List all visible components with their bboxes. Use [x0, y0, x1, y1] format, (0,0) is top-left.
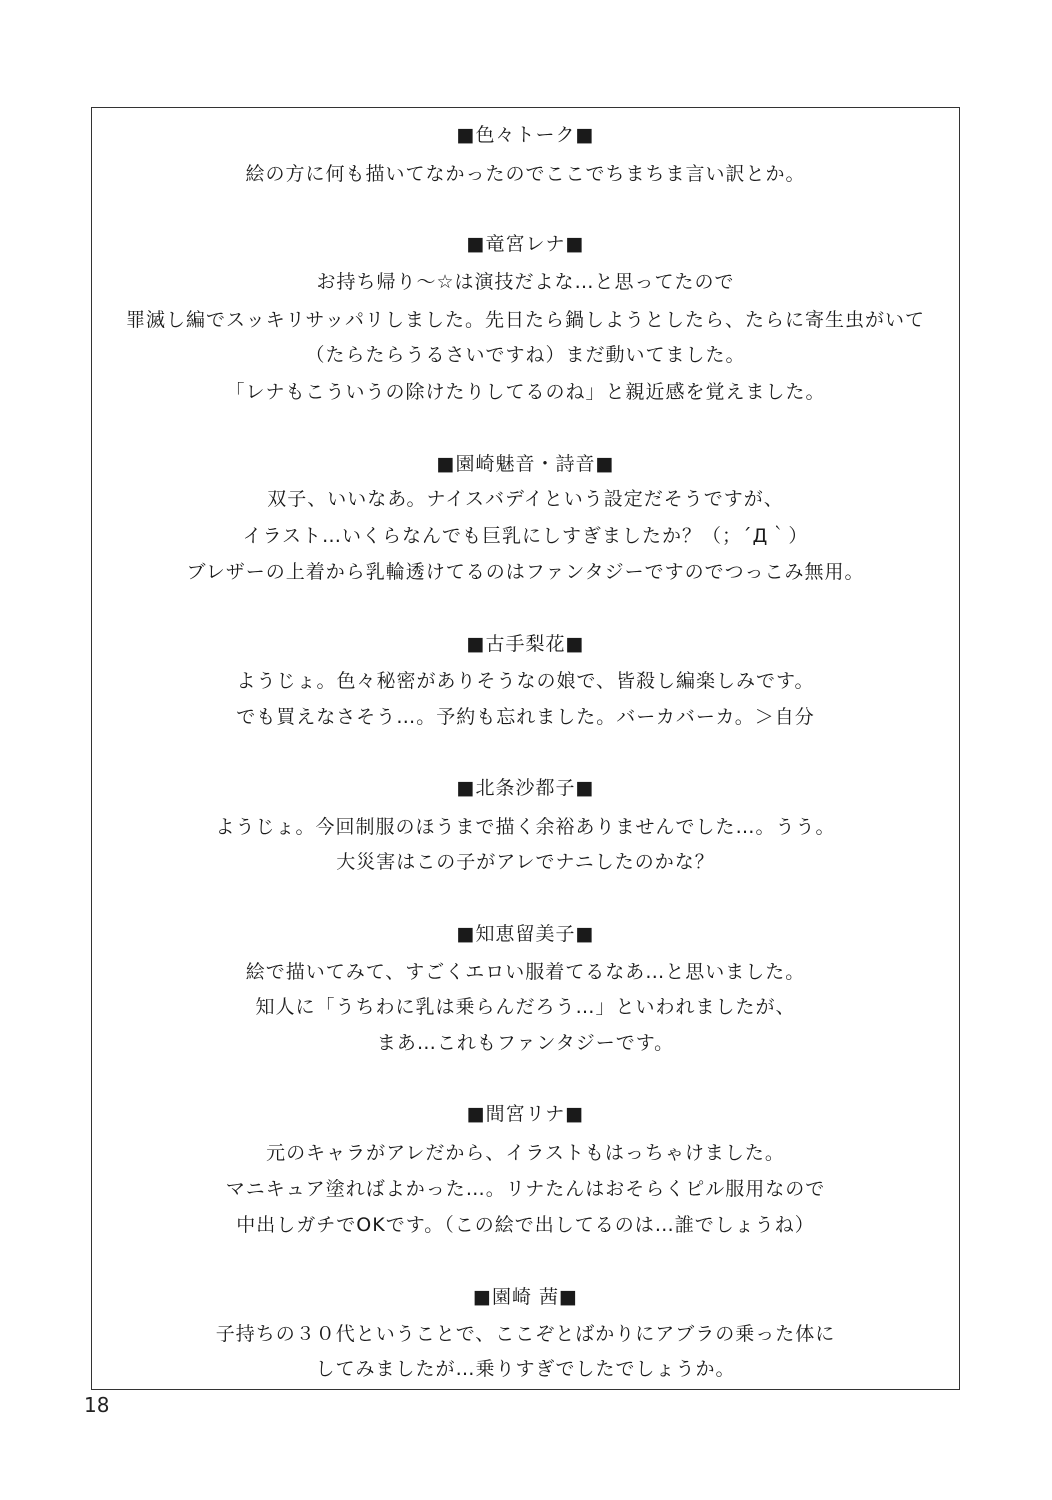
- section-line: イラスト…いくらなんでも巨乳にしすぎましたか？（；´Д｀）: [242, 525, 809, 547]
- section-line: でも買えなさそう…。予約も忘れました。バーカバーカ。＞自分: [236, 706, 815, 728]
- section-line: してみましたが…乗りすぎでしたでしょうか。: [315, 1358, 736, 1380]
- section-line: 知人に「うちわに乳は乗らんだろう…」といわれましたが、: [255, 996, 796, 1018]
- section-line: （たらたらうるさいですね）まだ動いてました。: [305, 344, 746, 366]
- section-heading-rena: ■竜宮レナ■: [466, 233, 585, 255]
- section-heading-rika: ■古手梨花■: [466, 633, 585, 655]
- section-line: お持ち帰り～☆は演技だよな…と思ってたので: [316, 271, 735, 293]
- section-line: ようじょ。色々秘密がありそうなの娘で、皆殺し編楽しみです。: [236, 670, 815, 692]
- section-line: マニキュア塗ればよかった…。リナたんはおそらくピル服用なので: [225, 1178, 826, 1200]
- section-heading-akane: ■園崎 茜■: [473, 1286, 578, 1308]
- section-line: ようじょ。今回制服のほうまで描く余裕ありませんでした…。うう。: [215, 816, 836, 838]
- section-line: 双子、いいなあ。ナイスバデイという設定だそうですが、: [267, 488, 784, 510]
- section-line: 罪滅し編でスッキリサッパリしました。先日たら鍋しようとしたら、たらに寄生虫がいて: [125, 309, 926, 331]
- section-heading-satoko: ■北条沙都子■: [456, 777, 595, 799]
- section-heading-iroiro: ■色々トーク■: [456, 124, 595, 146]
- section-line: 中出しガチでOKです。（この絵で出してるのは…誰でしょうね）: [236, 1214, 815, 1236]
- section-line: まあ…これもファンタジーです。: [376, 1032, 675, 1054]
- section-line: 絵の方に何も描いてなかったのでここでちまちま言い訳とか。: [245, 163, 806, 185]
- section-line: 「レナもこういうの除けたりしてるのね」と親近感を覚えました。: [225, 381, 826, 403]
- section-line: 絵で描いてみて、すごくエロい服着てるなあ…と思いました。: [245, 961, 806, 983]
- section-line: 大災害はこの子がアレでナニしたのかな？: [336, 851, 715, 873]
- section-line: 子持ちの３０代ということで、ここぞとばかりにアブラの乗った体に: [215, 1323, 836, 1345]
- section-line: 元のキャラがアレだから、イラストもはっちゃけました。: [266, 1142, 785, 1164]
- page-number: 18: [84, 1393, 110, 1417]
- section-heading-rumiko: ■知恵留美子■: [456, 923, 595, 945]
- section-heading-mion-shion: ■園崎魅音・詩音■: [436, 453, 615, 475]
- section-line: ブレザーの上着から乳輪透けてるのはファンタジーですのでつっこみ無用。: [186, 561, 865, 583]
- section-heading-rina: ■間宮リナ■: [466, 1103, 585, 1125]
